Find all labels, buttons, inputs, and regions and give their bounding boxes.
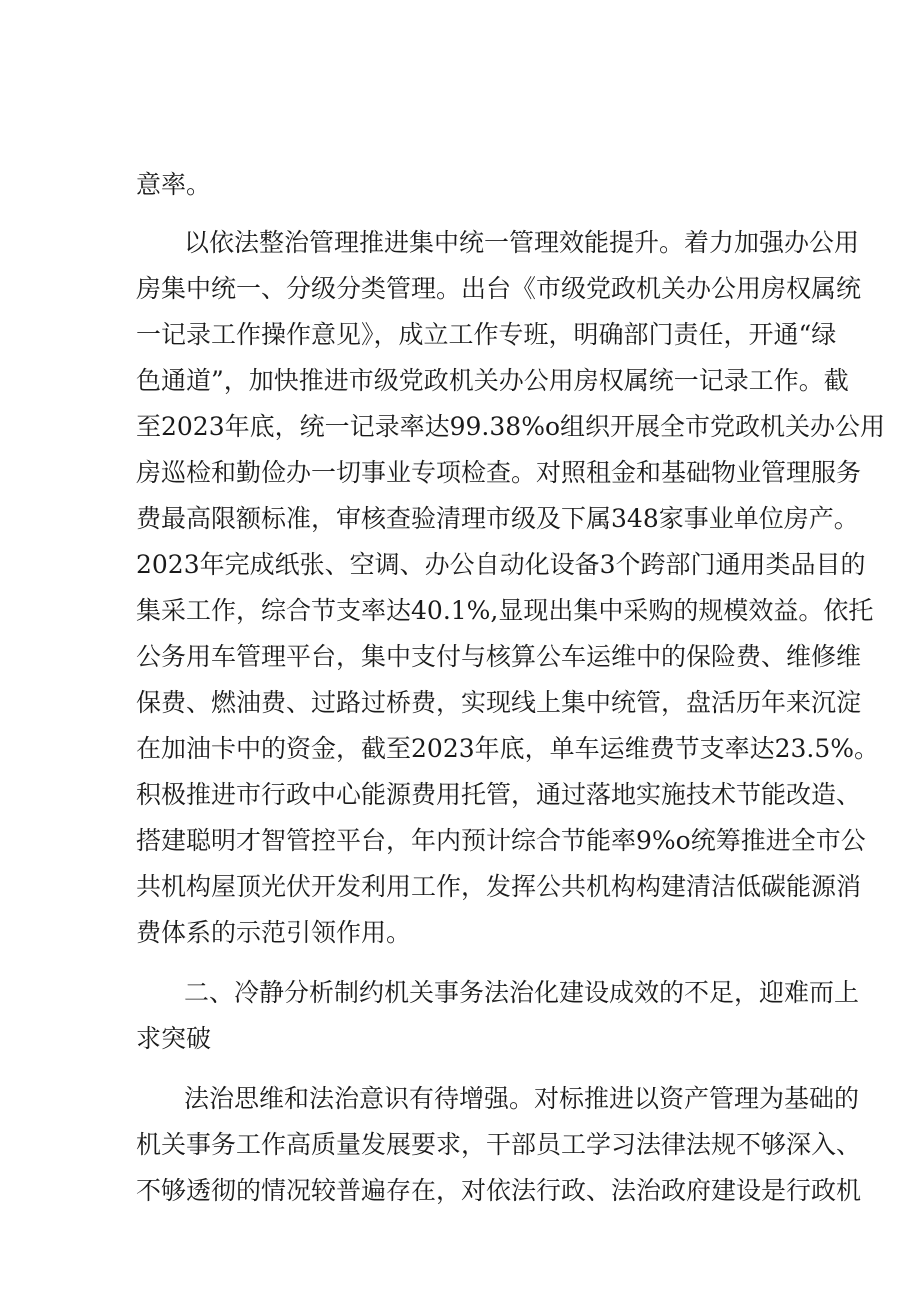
paragraph-line: 房巡检和勤俭办一切事业专项检查。对照租金和基础物业管理服务 — [136, 458, 862, 487]
paragraph-line: 集采工作，综合节支率达40.1%,显现出集中采购的规模效益。依托 — [136, 596, 874, 625]
paragraph-line: 费体系的示范引领作用。 — [136, 918, 412, 947]
paragraph-line: 法治思维和法治意识有待增强。对标推进以资产管理为基础的 — [184, 1084, 860, 1113]
paragraph-line: 以依法整治管理推进集中统一管理效能提升。着力加强办公用 — [184, 228, 860, 257]
section-heading-line: 求突破 — [136, 1024, 212, 1053]
paragraph-line: 机关事务工作高质量发展要求，干部员工学习法律法规不够深入、 — [136, 1130, 862, 1159]
paragraph-line: 搭建聪明才智管控平台，年内预计综合节能率9%o统筹推进全市公 — [136, 826, 866, 855]
paragraph-line: 房集中统一、分级分类管理。出台《市级党政机关办公用房权属统 — [136, 274, 862, 303]
paragraph-line: 费最高限额标准，审核查验清理市级及下属348家事业单位房产。 — [136, 504, 859, 533]
paragraph-line: 色通道”，加快推进市级党政机关办公用房权属统一记录工作。截 — [136, 366, 849, 395]
paragraph-line: 一记录工作操作意见》，成立工作专班，明确部门责任，开通“绿 — [136, 320, 837, 349]
paragraph-line: 在加油卡中的资金，截至2023年底，单车运维费节支率达23.5%。 — [136, 734, 880, 763]
paragraph-line: 公务用车管理平台，集中支付与核算公车运维中的保险费、维修维 — [136, 642, 862, 671]
paragraph-line: 不够透彻的情况较普遍存在，对依法行政、法治政府建设是行政机 — [136, 1176, 862, 1205]
section-heading-line: 二、冷静分析制约机关事务法治化建设成效的不足，迎难而上 — [184, 978, 860, 1007]
paragraph-line: 共机构屋顶光伏开发利用工作，发挥公共机构构建清洁低碳能源消 — [136, 872, 862, 901]
paragraph-line: 积极推进市行政中心能源费用托管，通过落地实施技术节能改造、 — [136, 780, 862, 809]
paragraph-line: 至2023年底，统一记录率达99.38%o组织开展全市党政机关办公用 — [136, 412, 886, 441]
paragraph-line: 2023年完成纸张、空调、办公自动化设备3个跨部门通用类品目的 — [136, 550, 866, 579]
paragraph-line: 保费、燃油费、过路过桥费，实现线上集中统管，盘活历年来沉淀 — [136, 688, 862, 717]
paragraph-line: 意率。 — [136, 170, 212, 199]
